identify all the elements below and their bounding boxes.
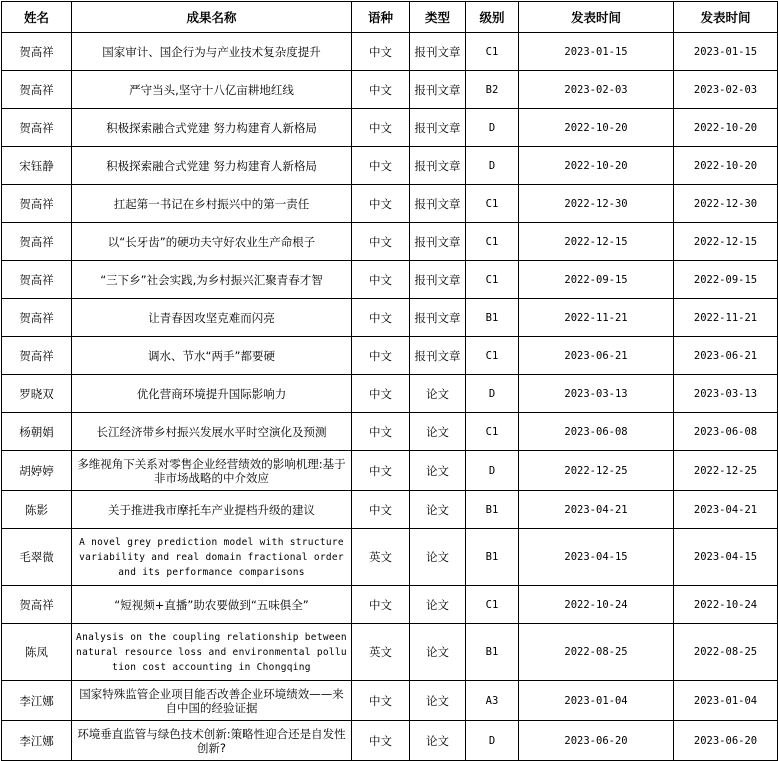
cell-grade: D <box>466 109 519 147</box>
cell-grade: D <box>466 375 519 413</box>
cell-date: 2022-12-25 <box>519 451 674 491</box>
cell-title: 扛起第一书记在乡村振兴中的第一责任 <box>72 185 352 223</box>
cell-language: 中文 <box>352 185 410 223</box>
cell-name: 贺高祥 <box>2 299 72 337</box>
cell-language: 中文 <box>352 375 410 413</box>
cell-type: 论文 <box>410 681 466 721</box>
table-row <box>2 413 778 451</box>
cell-type: 报刊文章 <box>410 223 466 261</box>
cell-grade: C1 <box>466 261 519 299</box>
cell-date: 2022-08-25 <box>519 624 674 681</box>
cell-name: 贺高祥 <box>2 109 72 147</box>
cell-language: 英文 <box>352 624 410 681</box>
cell-grade: D <box>466 721 519 761</box>
table-body <box>2 33 778 761</box>
cell-type: 论文 <box>410 413 466 451</box>
cell-type: 报刊文章 <box>410 71 466 109</box>
table-row <box>2 185 778 223</box>
cell-language: 中文 <box>352 721 410 761</box>
cell-date-2: 2022-11-21 <box>674 299 778 337</box>
cell-grade: B2 <box>466 71 519 109</box>
cell-type: 论文 <box>410 529 466 586</box>
cell-grade: D <box>466 451 519 491</box>
cell-title: 多维视角下关系对零售企业经营绩效的影响机理:基于非市场战略的中介效应 <box>72 451 352 491</box>
cell-name: 贺高祥 <box>2 71 72 109</box>
cell-grade: B1 <box>466 624 519 681</box>
cell-type: 论文 <box>410 624 466 681</box>
cell-title: 调水、节水“两手”都要硬 <box>72 337 352 375</box>
table-row <box>2 33 778 71</box>
cell-language: 中文 <box>352 223 410 261</box>
cell-date-2: 2023-06-20 <box>674 721 778 761</box>
cell-language: 中文 <box>352 109 410 147</box>
cell-type: 报刊文章 <box>410 299 466 337</box>
cell-name: 贺高祥 <box>2 337 72 375</box>
cell-grade: C1 <box>466 337 519 375</box>
cell-date: 2022-10-24 <box>519 586 674 624</box>
cell-date: 2023-02-03 <box>519 71 674 109</box>
cell-type: 报刊文章 <box>410 337 466 375</box>
cell-date: 2023-06-20 <box>519 721 674 761</box>
cell-language: 中文 <box>352 33 410 71</box>
cell-date-2: 2022-12-25 <box>674 451 778 491</box>
cell-title: 关于推进我市摩托车产业提档升级的建议 <box>72 491 352 529</box>
cell-date: 2023-04-15 <box>519 529 674 586</box>
cell-date: 2022-10-20 <box>519 147 674 185</box>
table-row <box>2 624 778 681</box>
cell-title: 积极探索融合式党建 努力构建育人新格局 <box>72 109 352 147</box>
cell-grade: C1 <box>466 413 519 451</box>
cell-title: Analysis on the coupling relationship between natural resource loss and environmental pollution cost accounting in Chongqing <box>72 624 352 681</box>
cell-grade: A3 <box>466 681 519 721</box>
cell-date-2: 2023-03-13 <box>674 375 778 413</box>
cell-grade: C1 <box>466 586 519 624</box>
table-row <box>2 529 778 586</box>
table-row <box>2 299 778 337</box>
cell-date: 2023-03-13 <box>519 375 674 413</box>
cell-language: 中文 <box>352 337 410 375</box>
header-date: 发表时间 <box>519 2 674 33</box>
cell-date: 2023-01-04 <box>519 681 674 721</box>
cell-name: 陈影 <box>2 491 72 529</box>
cell-type: 论文 <box>410 491 466 529</box>
header-type: 类型 <box>410 2 466 33</box>
table-row <box>2 337 778 375</box>
cell-type: 报刊文章 <box>410 261 466 299</box>
header-name: 姓名 <box>2 2 72 33</box>
cell-name: 李江娜 <box>2 721 72 761</box>
header-title: 成果名称 <box>72 2 352 33</box>
cell-type: 报刊文章 <box>410 185 466 223</box>
cell-name: 宋钰静 <box>2 147 72 185</box>
cell-name: 贺高祥 <box>2 261 72 299</box>
cell-title: 环境垂直监管与绿色技术创新:策略性迎合还是自发性创新? <box>72 721 352 761</box>
cell-date: 2022-11-21 <box>519 299 674 337</box>
table-row <box>2 586 778 624</box>
cell-date: 2022-09-15 <box>519 261 674 299</box>
cell-grade: B1 <box>466 299 519 337</box>
cell-date-2: 2023-01-04 <box>674 681 778 721</box>
cell-grade: C1 <box>466 33 519 71</box>
table-row <box>2 721 778 761</box>
cell-title: 国家审计、国企行为与产业技术复杂度提升 <box>72 33 352 71</box>
cell-date-2: 2022-08-25 <box>674 624 778 681</box>
cell-date-2: 2023-06-08 <box>674 413 778 451</box>
cell-grade: D <box>466 147 519 185</box>
cell-language: 中文 <box>352 681 410 721</box>
cell-language: 中文 <box>352 71 410 109</box>
cell-date-2: 2023-06-21 <box>674 337 778 375</box>
table-row <box>2 375 778 413</box>
cell-date-2: 2023-04-21 <box>674 491 778 529</box>
cell-type: 论文 <box>410 451 466 491</box>
header-grade: 级别 <box>466 2 519 33</box>
cell-name: 贺高祥 <box>2 185 72 223</box>
table-row <box>2 451 778 491</box>
cell-language: 中文 <box>352 261 410 299</box>
cell-title: 国家特殊监管企业项目能否改善企业环境绩效——来自中国的经验证据 <box>72 681 352 721</box>
cell-date: 2023-06-21 <box>519 337 674 375</box>
cell-date-2: 2022-10-20 <box>674 109 778 147</box>
cell-grade: B1 <box>466 491 519 529</box>
cell-title: “短视频+直播”助农要做到“五味俱全” <box>72 586 352 624</box>
table-row <box>2 109 778 147</box>
cell-language: 中文 <box>352 586 410 624</box>
cell-date: 2023-04-21 <box>519 491 674 529</box>
cell-title: 积极探索融合式党建 努力构建育人新格局 <box>72 147 352 185</box>
cell-type: 论文 <box>410 721 466 761</box>
cell-date-2: 2023-04-15 <box>674 529 778 586</box>
cell-date: 2022-12-30 <box>519 185 674 223</box>
cell-name: 贺高祥 <box>2 33 72 71</box>
cell-language: 中文 <box>352 413 410 451</box>
header-language: 语种 <box>352 2 410 33</box>
header-row <box>2 2 778 33</box>
cell-type: 论文 <box>410 375 466 413</box>
table-row <box>2 491 778 529</box>
cell-date-2: 2022-09-15 <box>674 261 778 299</box>
cell-name: 李江娜 <box>2 681 72 721</box>
cell-title: 让青春因攻坚克难而闪亮 <box>72 299 352 337</box>
cell-title: 优化营商环境提升国际影响力 <box>72 375 352 413</box>
cell-type: 论文 <box>410 586 466 624</box>
cell-language: 中文 <box>352 491 410 529</box>
cell-grade: C1 <box>466 223 519 261</box>
cell-name: 罗晓双 <box>2 375 72 413</box>
cell-date-2: 2022-12-30 <box>674 185 778 223</box>
cell-date-2: 2023-01-15 <box>674 33 778 71</box>
cell-name: 贺高祥 <box>2 223 72 261</box>
cell-name: 贺高祥 <box>2 586 72 624</box>
cell-name: 胡婷婷 <box>2 451 72 491</box>
cell-title: 严守当头,坚守十八亿亩耕地红线 <box>72 71 352 109</box>
cell-date-2: 2022-12-15 <box>674 223 778 261</box>
cell-type: 报刊文章 <box>410 33 466 71</box>
cell-title: 以“长牙齿”的硬功夫守好农业生产命根子 <box>72 223 352 261</box>
cell-type: 报刊文章 <box>410 147 466 185</box>
table-row <box>2 71 778 109</box>
table-row <box>2 147 778 185</box>
cell-language: 中文 <box>352 299 410 337</box>
table-row <box>2 681 778 721</box>
cell-type: 报刊文章 <box>410 109 466 147</box>
cell-date-2: 2022-10-20 <box>674 147 778 185</box>
table-row <box>2 261 778 299</box>
cell-title: A novel grey prediction model with structure variability and real domain fractional order and its performance comparisons <box>72 529 352 586</box>
cell-date: 2023-06-08 <box>519 413 674 451</box>
header-date-2: 发表时间 <box>674 2 778 33</box>
cell-name: 杨朝娟 <box>2 413 72 451</box>
table-row <box>2 223 778 261</box>
cell-date-2: 2023-02-03 <box>674 71 778 109</box>
cell-date: 2022-12-15 <box>519 223 674 261</box>
cell-language: 英文 <box>352 529 410 586</box>
publications-table <box>1 1 778 761</box>
cell-title: 长江经济带乡村振兴发展水平时空演化及预测 <box>72 413 352 451</box>
cell-name: 毛翠微 <box>2 529 72 586</box>
cell-date-2: 2022-10-24 <box>674 586 778 624</box>
cell-date: 2023-01-15 <box>519 33 674 71</box>
cell-name: 陈凤 <box>2 624 72 681</box>
cell-grade: B1 <box>466 529 519 586</box>
cell-grade: C1 <box>466 185 519 223</box>
cell-date: 2022-10-20 <box>519 109 674 147</box>
cell-language: 中文 <box>352 451 410 491</box>
cell-language: 中文 <box>352 147 410 185</box>
cell-title: “三下乡”社会实践,为乡村振兴汇聚青春才智 <box>72 261 352 299</box>
